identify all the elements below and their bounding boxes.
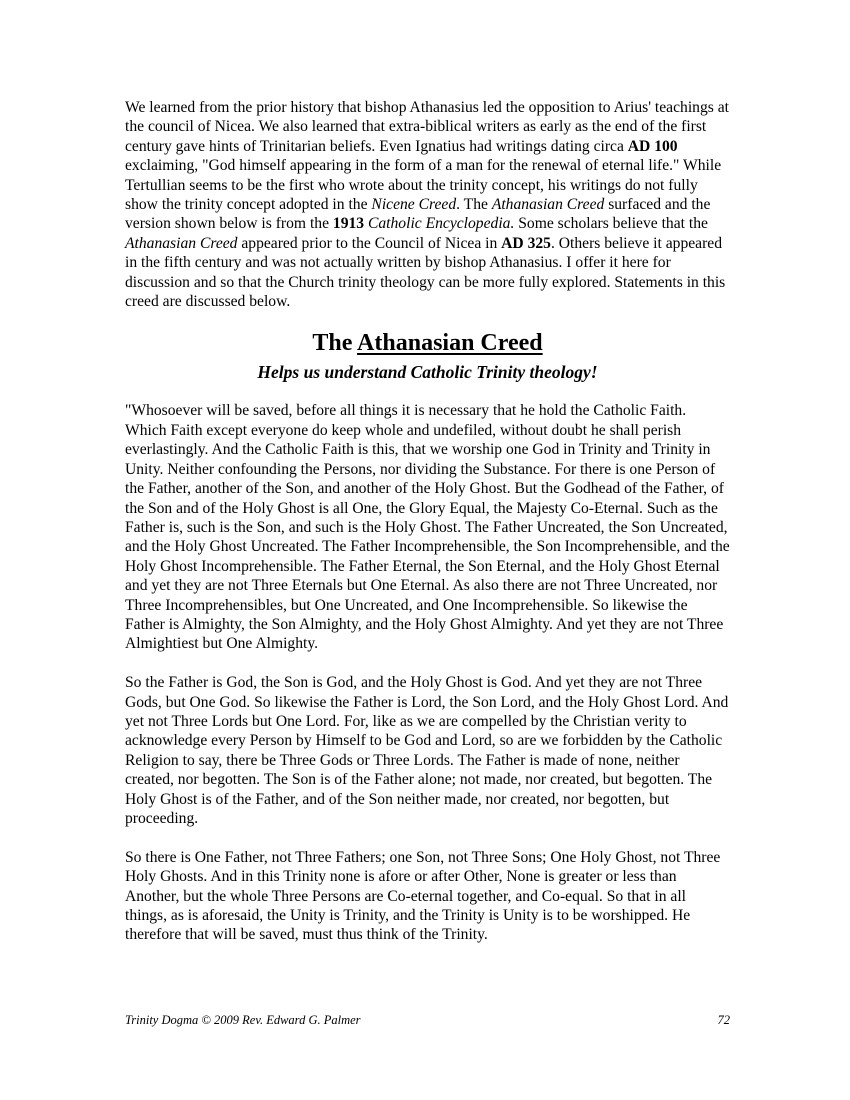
- intro-text: Some scholars believe that the: [514, 215, 708, 233]
- intro-text: surfaced and the version shown below is from the: [125, 196, 711, 233]
- title-prefix: The: [312, 330, 358, 357]
- intro-text: appeared prior to the Council of Nicea in: [237, 234, 502, 252]
- page-number: 72: [717, 1013, 730, 1027]
- intro-paragraph: [125, 98, 730, 311]
- date-ad-100: AD 100: [627, 137, 678, 155]
- nicene-creed-ref: Nicene Creed: [371, 196, 457, 214]
- intro-text: . The: [456, 196, 492, 214]
- intro-text: exclaiming, "God himself appearing in the form of a man for the renewal of eternal life." While Tertullian seems to be the first who wrote about the trinity concept, his writings do not fully show the trinity concept adopted in the: [125, 157, 722, 214]
- page-content: [125, 98, 730, 945]
- section-title: [125, 329, 730, 357]
- catholic-encyclopedia-ref: Catholic Encyclopedia.: [367, 215, 515, 233]
- year-1913: 1913: [332, 215, 365, 233]
- section-subtitle: Helps us understand Catholic Trinity theology!: [257, 362, 598, 383]
- creed-paragraph-2: So the Father is God, the Son is God, and the Holy Ghost is God. And yet they are not Three Gods, but One God. So likewise the Father is Lord, the Son Lord, and the Holy Ghost Lord. And yet not Three Lords but One Lord. For, like as we are compelled by the Christian verity to acknowledge every Person by Himself to be God and Lord, so are we forbidden by the Catholic Religion to say, there be Three Gods or Three Lords. The Father is made of none, neither created, nor begotten. The Son is of the Father alone; not made, nor created, but begotten. The Holy Ghost is of the Father, and of the Son neither made, nor created, nor begotten, but proceeding.: [125, 674, 729, 827]
- footer-copyright: Trinity Dogma © 2009 Rev. Edward G. Palmer: [125, 1013, 361, 1027]
- title-underlined: Athanasian Creed: [357, 330, 543, 357]
- athanasian-creed-ref: Athanasian Creed: [125, 234, 238, 252]
- creed-paragraph-3: So there is One Father, not Three Fathers; one Son, not Three Sons; One Holy Ghost, not Three Holy Ghosts. And in this Trinity none is afore or after Other, None is greater or less than Another, but the whole Three Persons are Co-eternal together, and Co-equal. So that in all things, as is aforesaid, the Unity is Trinity, and the Trinity is Unity is to be worshipped. He therefore that will be saved, must thus think of the Trinity.: [125, 848, 721, 944]
- intro-text: We learned from the prior history that bishop Athanasius led the opposition to Arius' teachings at the council of Nicea. We also learned that extra-biblical writers as early as the end of the first century gave hints of Trinitarian beliefs. Even Ignatius had writings dating circa: [125, 99, 729, 155]
- athanasian-creed-ref: Athanasian Creed: [491, 196, 605, 214]
- creed-paragraph-1: "Whosoever will be saved, before all things it is necessary that he hold the Catholic Faith. Which Faith except everyone do keep whole and undefiled, without doubt he shall perish everlastingly. And the Catholic Faith is this, that we worship one God in Trinity and Trinity in Unity. Neither confounding the Persons, nor dividing the Substance. For there is one Person of the Father, another of the Son, and another of the Holy Ghost. But the Godhead of the Father, of the Son and of the Holy Ghost is all One, the Glory Equal, the Majesty Co-Eternal. Such as the Father is, such is the Son, and such is the Holy Ghost. The Father Uncreated, the Son Uncreated, and the Holy Ghost Uncreated. The Father Incomprehensible, the Son Incomprehensible, and the Holy Ghost Incomprehensible. The Father Eternal, the Son Eternal, and the Holy Ghost Eternal and yet they are not Three Eternals but One Eternal. As also there are not Three Uncreated, nor Three Incomprehensibles, but One Uncreated, and One Incomprehensible. So likewise the Father is Almighty, the Son Almighty, and the Holy Ghost Almighty. And yet they are not Three Almightiest but One Almighty.: [125, 402, 730, 653]
- date-ad-325: AD 325: [501, 234, 551, 252]
- intro-text: . Others believe it appeared in the fifth century and was not actually written by bishop Athanasius. I offer it here for discussion and so that the Church trinity theology can be more fully explored. Statements in this creed are discussed below.: [125, 234, 726, 311]
